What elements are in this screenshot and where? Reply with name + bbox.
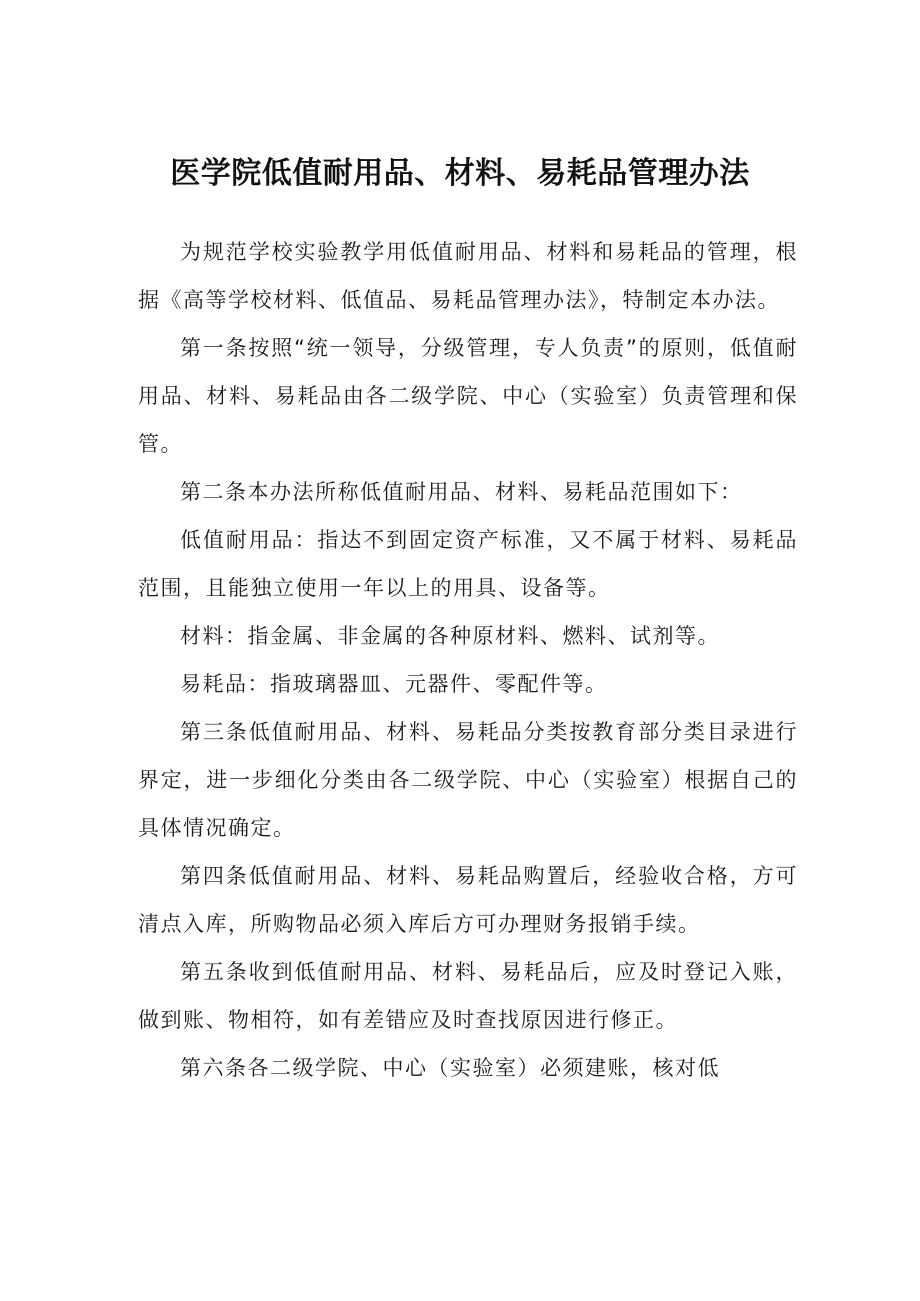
paragraph-article-5: 第五条收到低值耐用品、材料、易耗品后，应及时登记入账，做到账、物相符，如有差错应及时查找原因进行修正。 — [138, 960, 798, 1032]
document-body — [138, 228, 798, 1092]
paragraph-low-value-durables: 低值耐用品：指达不到固定资产标准，又不属于材料、易耗品范围，且能独立使用一年以上的用具、设备等。 — [138, 528, 798, 600]
paragraph-article-4: 第四条低值耐用品、材料、易耗品购置后，经验收合格，方可清点入库，所购物品必须入库后方可办理财务报销手续。 — [138, 864, 798, 936]
paragraph-materials: 材料：指金属、非金属的各种原材料、燃料、试剂等。 — [180, 624, 720, 648]
paragraph-article-1: 第一条按照“统一领导，分级管理，专人负责”的原则，低值耐用品、材料、易耗品由各二级学院、中心（实验室）负责管理和保管。 — [138, 336, 798, 456]
paragraph-article-2: 第二条本办法所称低值耐用品、材料、易耗品范围如下： — [180, 480, 743, 504]
paragraph-consumables: 易耗品：指玻璃器皿、元器件、零配件等。 — [180, 672, 608, 696]
paragraph-article-3: 第三条低值耐用品、材料、易耗品分类按教育部分类目录进行界定，进一步细化分类由各二级学院、中心（实验室）根据自己的具体情况确定。 — [138, 720, 798, 840]
document-title: 医学院低值耐用品、材料、易耗品管理办法 — [170, 156, 750, 192]
paragraph-preamble: 为规范学校实验教学用低值耐用品、材料和易耗品的管理，根据《高等学校材料、低值品、易耗品管理办法》，特制定本办法。 — [138, 240, 798, 312]
paragraph-article-6: 第六条各二级学院、中心（实验室）必须建账，核对低 — [180, 1056, 720, 1080]
